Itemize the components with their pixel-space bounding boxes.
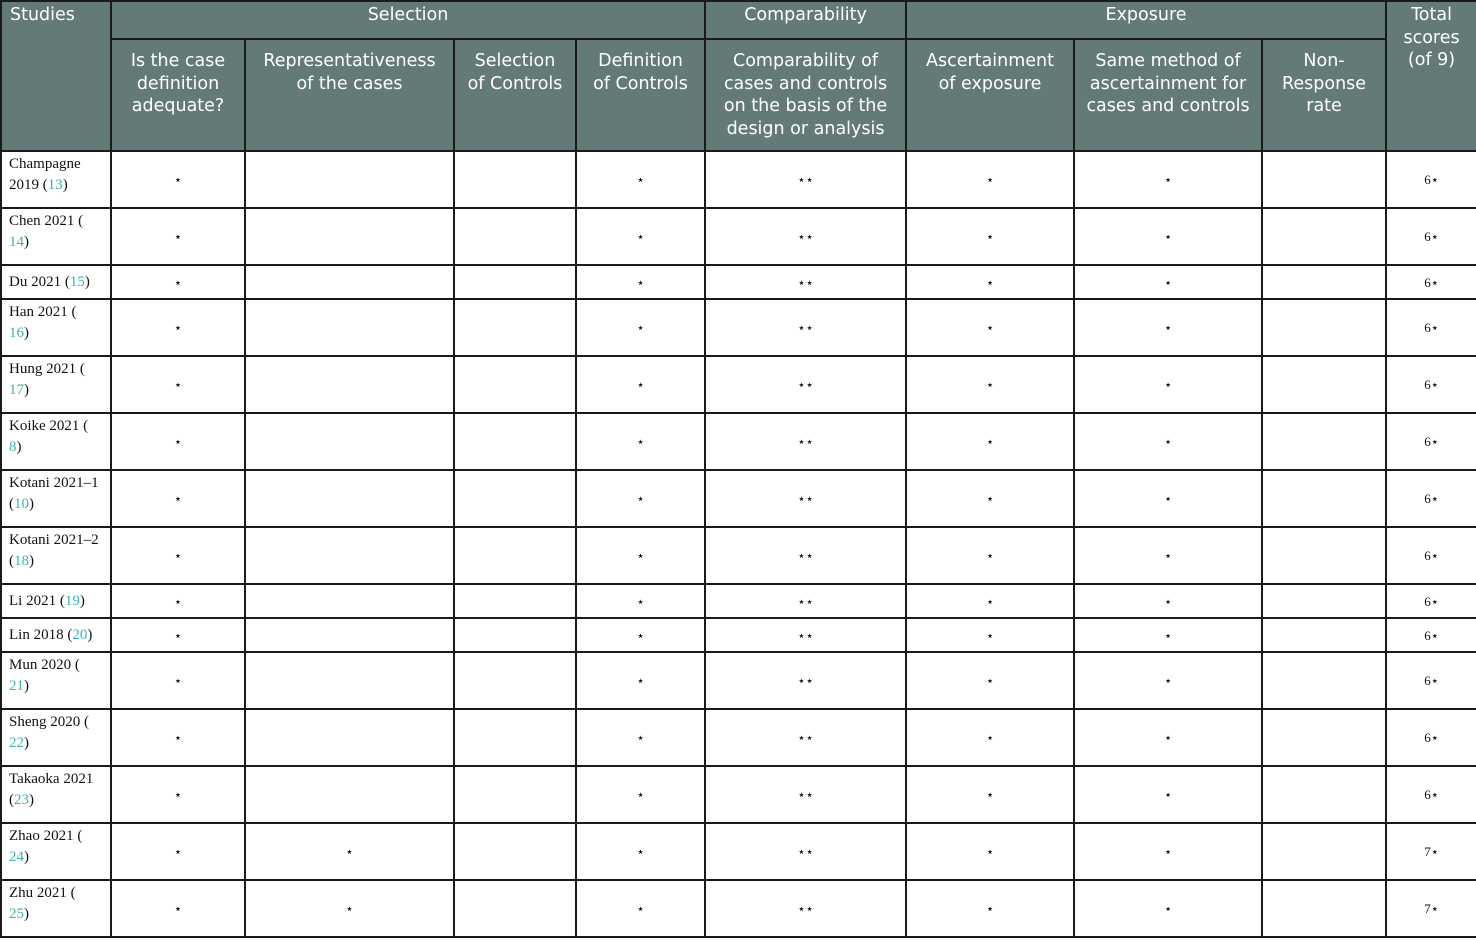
table-row (1, 527, 1476, 584)
study-name: Zhao 2021 ( (9, 828, 83, 844)
study-name-close: ) (24, 906, 29, 922)
study-name: Champagne 2019 ( (9, 156, 81, 193)
definition-controls-cell: ⋆ (576, 618, 705, 652)
study-cell (1, 618, 111, 652)
definition-controls-cell: ⋆ (576, 413, 705, 470)
ascertainment-cell: ⋆ (906, 584, 1074, 618)
case-definition-cell: ⋆ (111, 208, 245, 265)
ascertainment-cell: ⋆ (906, 356, 1074, 413)
same-method-cell: ⋆ (1074, 880, 1262, 937)
ascertainment-cell: ⋆ (906, 151, 1074, 208)
study-cell (1, 709, 111, 766)
selection-controls-cell (454, 709, 576, 766)
study-name-close: ) (29, 792, 34, 808)
definition-controls-cell: ⋆ (576, 652, 705, 709)
study-cell (1, 265, 111, 299)
header-total-scores-label: Total scores (of 9) (1403, 5, 1460, 70)
representativeness-cell: ⋆ (245, 823, 454, 880)
non-response-cell (1262, 299, 1386, 356)
same-method-cell: ⋆ (1074, 208, 1262, 265)
study-cell (1, 470, 111, 527)
definition-controls-cell: ⋆ (576, 151, 705, 208)
table-row (1, 265, 1476, 299)
total-score-cell: 6⋆ (1386, 652, 1476, 709)
header-representativeness-label: Representativeness of the cases (263, 51, 436, 94)
study-name: Chen 2021 ( (9, 213, 84, 229)
header-case-definition-label: Is the case definition adequate? (130, 51, 226, 116)
total-score-cell: 6⋆ (1386, 265, 1476, 299)
total-score-cell: 6⋆ (1386, 618, 1476, 652)
study-name: Han 2021 ( (9, 304, 77, 320)
header-group-exposure: Exposure (906, 1, 1386, 39)
study-name-close: ) (87, 626, 93, 643)
definition-controls-cell: ⋆ (576, 299, 705, 356)
definition-controls-cell: ⋆ (576, 527, 705, 584)
definition-controls-cell: ⋆ (576, 470, 705, 527)
study-cell (1, 299, 111, 356)
table-row (1, 413, 1476, 470)
selection-controls-cell (454, 470, 576, 527)
selection-controls-cell (454, 652, 576, 709)
representativeness-cell (245, 151, 454, 208)
study-name: Lin 2018 ( (9, 626, 73, 643)
definition-controls-cell: ⋆ (576, 265, 705, 299)
representativeness-cell (245, 766, 454, 823)
selection-controls-cell (454, 265, 576, 299)
header-group-selection: Selection (111, 1, 705, 39)
representativeness-cell (245, 527, 454, 584)
non-response-cell (1262, 413, 1386, 470)
study-cell (1, 208, 111, 265)
case-definition-cell: ⋆ (111, 618, 245, 652)
representativeness-cell (245, 299, 454, 356)
comparability-cell: ⋆⋆ (705, 880, 906, 937)
selection-controls-cell (454, 766, 576, 823)
same-method-cell: ⋆ (1074, 413, 1262, 470)
study-name-close: ) (62, 177, 68, 193)
selection-controls-cell (454, 527, 576, 584)
comparability-cell: ⋆⋆ (705, 652, 906, 709)
total-score-cell: 6⋆ (1386, 208, 1476, 265)
case-definition-cell: ⋆ (111, 265, 245, 299)
ascertainment-cell: ⋆ (906, 823, 1074, 880)
selection-controls-cell (454, 618, 576, 652)
selection-controls-cell (454, 823, 576, 880)
reference-link[interactable]: 8 (9, 439, 17, 455)
study-cell (1, 151, 111, 208)
definition-controls-cell: ⋆ (576, 584, 705, 618)
representativeness-cell (245, 265, 454, 299)
total-score-cell: 6⋆ (1386, 413, 1476, 470)
representativeness-cell (245, 208, 454, 265)
total-score-cell: 7⋆ (1386, 880, 1476, 937)
reference-link[interactable]: 24 (9, 849, 24, 865)
table-body (1, 151, 1476, 937)
reference-link[interactable]: 17 (9, 382, 24, 398)
representativeness-cell (245, 584, 454, 618)
ascertainment-cell: ⋆ (906, 618, 1074, 652)
comparability-cell: ⋆⋆ (705, 413, 906, 470)
same-method-cell: ⋆ (1074, 618, 1262, 652)
same-method-cell: ⋆ (1074, 766, 1262, 823)
case-definition-cell: ⋆ (111, 470, 245, 527)
study-name-close: ) (84, 273, 90, 290)
reference-link[interactable]: 23 (14, 792, 29, 808)
comparability-cell: ⋆⋆ (705, 584, 906, 618)
header-selection-of-controls (454, 39, 576, 151)
study-name-close: ) (24, 382, 29, 398)
study-name: Mun 2020 ( (9, 657, 80, 673)
header-ascertainment (906, 39, 1074, 151)
non-response-cell (1262, 265, 1386, 299)
study-name: Du 2021 ( (9, 273, 70, 290)
representativeness-cell (245, 356, 454, 413)
study-name: Sheng 2020 ( (9, 714, 89, 730)
representativeness-cell (245, 652, 454, 709)
header-group-comparability: Comparability (705, 1, 906, 39)
table-row (1, 709, 1476, 766)
same-method-cell: ⋆ (1074, 652, 1262, 709)
comparability-cell: ⋆⋆ (705, 527, 906, 584)
ascertainment-cell: ⋆ (906, 766, 1074, 823)
table-row (1, 880, 1476, 937)
case-definition-cell: ⋆ (111, 709, 245, 766)
study-name-close: ) (24, 678, 29, 694)
study-name-close: ) (24, 849, 29, 865)
total-score-cell: 6⋆ (1386, 356, 1476, 413)
study-cell (1, 652, 111, 709)
study-name-close: ) (29, 496, 34, 512)
ascertainment-cell: ⋆ (906, 299, 1074, 356)
comparability-cell: ⋆⋆ (705, 151, 906, 208)
non-response-cell (1262, 823, 1386, 880)
ascertainment-cell: ⋆ (906, 880, 1074, 937)
definition-controls-cell: ⋆ (576, 823, 705, 880)
study-name: Li 2021 ( (9, 592, 65, 609)
comparability-cell: ⋆⋆ (705, 208, 906, 265)
total-score-cell: 6⋆ (1386, 584, 1476, 618)
case-definition-cell: ⋆ (111, 823, 245, 880)
selection-controls-cell (454, 356, 576, 413)
same-method-cell: ⋆ (1074, 356, 1262, 413)
non-response-cell (1262, 880, 1386, 937)
total-score-cell: 7⋆ (1386, 823, 1476, 880)
ascertainment-cell: ⋆ (906, 265, 1074, 299)
table-row (1, 584, 1476, 618)
header-case-definition (111, 39, 245, 151)
table-row (1, 470, 1476, 527)
ascertainment-cell: ⋆ (906, 208, 1074, 265)
reference-link[interactable]: 15 (69, 273, 85, 290)
header-ascertainment-label: Ascertainment of exposure (926, 51, 1055, 94)
representativeness-cell (245, 470, 454, 527)
same-method-cell: ⋆ (1074, 584, 1262, 618)
ascertainment-cell: ⋆ (906, 413, 1074, 470)
header-same-method-label: Same method of ascertainment for cases and controls (1086, 51, 1250, 116)
header-definition-of-controls-label: Definition of Controls (593, 51, 688, 94)
table-row (1, 618, 1476, 652)
comparability-cell: ⋆⋆ (705, 618, 906, 652)
ascertainment-cell: ⋆ (906, 652, 1074, 709)
representativeness-cell (245, 618, 454, 652)
comparability-cell: ⋆⋆ (705, 299, 906, 356)
case-definition-cell: ⋆ (111, 151, 245, 208)
definition-controls-cell: ⋆ (576, 356, 705, 413)
study-cell (1, 766, 111, 823)
comparability-cell: ⋆⋆ (705, 356, 906, 413)
table-row (1, 299, 1476, 356)
same-method-cell: ⋆ (1074, 299, 1262, 356)
table-row (1, 766, 1476, 823)
case-definition-cell: ⋆ (111, 584, 245, 618)
reference-link[interactable]: 21 (9, 678, 24, 694)
total-score-cell: 6⋆ (1386, 151, 1476, 208)
study-name: Takaoka 2021 ( (9, 771, 94, 808)
ascertainment-cell: ⋆ (906, 527, 1074, 584)
study-name: Kotani 2021–1 ( (9, 475, 99, 512)
study-name-close: ) (24, 234, 29, 250)
non-response-cell (1262, 151, 1386, 208)
reference-link[interactable]: 10 (14, 496, 29, 512)
selection-controls-cell (454, 584, 576, 618)
definition-controls-cell: ⋆ (576, 880, 705, 937)
same-method-cell: ⋆ (1074, 151, 1262, 208)
non-response-cell (1262, 356, 1386, 413)
study-cell (1, 880, 111, 937)
comparability-cell: ⋆⋆ (705, 709, 906, 766)
study-name-close: ) (24, 735, 29, 751)
non-response-cell (1262, 766, 1386, 823)
same-method-cell: ⋆ (1074, 823, 1262, 880)
header-definition-of-controls (576, 39, 705, 151)
reference-link[interactable]: 20 (72, 626, 88, 643)
same-method-cell: ⋆ (1074, 470, 1262, 527)
reference-link[interactable]: 19 (64, 592, 80, 609)
non-response-cell (1262, 527, 1386, 584)
selection-controls-cell (454, 413, 576, 470)
reference-link[interactable]: 16 (9, 325, 24, 341)
case-definition-cell: ⋆ (111, 880, 245, 937)
study-name: Hung 2021 ( (9, 361, 85, 377)
representativeness-cell: ⋆ (245, 880, 454, 937)
table-row (1, 652, 1476, 709)
case-definition-cell: ⋆ (111, 766, 245, 823)
non-response-cell (1262, 618, 1386, 652)
non-response-cell (1262, 652, 1386, 709)
header-comparability-label: Comparability of cases and controls on the basis of the design or analysis (723, 51, 888, 139)
representativeness-cell (245, 413, 454, 470)
table-row (1, 151, 1476, 208)
comparability-cell: ⋆⋆ (705, 470, 906, 527)
total-score-cell: 6⋆ (1386, 527, 1476, 584)
header-selection-of-controls-label: Selection of Controls (467, 51, 563, 94)
study-cell (1, 823, 111, 880)
case-definition-cell: ⋆ (111, 356, 245, 413)
case-definition-cell: ⋆ (111, 413, 245, 470)
total-score-cell: 6⋆ (1386, 709, 1476, 766)
study-name-close: ) (79, 592, 85, 609)
total-score-cell: 6⋆ (1386, 766, 1476, 823)
total-score-cell: 6⋆ (1386, 470, 1476, 527)
reference-link[interactable]: 13 (47, 177, 63, 193)
study-cell (1, 527, 111, 584)
total-score-cell: 6⋆ (1386, 299, 1476, 356)
table-row (1, 356, 1476, 413)
study-name-close: ) (16, 439, 22, 455)
study-cell (1, 413, 111, 470)
header-same-method (1074, 39, 1262, 151)
study-name-close: ) (24, 325, 29, 341)
definition-controls-cell: ⋆ (576, 766, 705, 823)
same-method-cell: ⋆ (1074, 709, 1262, 766)
table-row (1, 823, 1476, 880)
selection-controls-cell (454, 208, 576, 265)
case-definition-cell: ⋆ (111, 652, 245, 709)
comparability-cell: ⋆⋆ (705, 265, 906, 299)
header-non-response (1262, 39, 1386, 151)
selection-controls-cell (454, 151, 576, 208)
case-definition-cell: ⋆ (111, 527, 245, 584)
comparability-cell: ⋆⋆ (705, 823, 906, 880)
study-name: Kotani 2021–2 ( (9, 532, 99, 569)
header-studies: Studies (1, 1, 111, 151)
study-cell (1, 584, 111, 618)
reference-link[interactable]: 14 (9, 234, 24, 250)
non-response-cell (1262, 709, 1386, 766)
reference-link[interactable]: 18 (14, 553, 29, 569)
case-definition-cell: ⋆ (111, 299, 245, 356)
definition-controls-cell: ⋆ (576, 709, 705, 766)
header-total-scores (1386, 1, 1476, 151)
comparability-cell: ⋆⋆ (705, 766, 906, 823)
header-non-response-label: Non-Response rate (1282, 51, 1367, 116)
reference-link[interactable]: 22 (9, 735, 24, 751)
ascertainment-cell: ⋆ (906, 470, 1074, 527)
non-response-cell (1262, 470, 1386, 527)
same-method-cell: ⋆ (1074, 265, 1262, 299)
study-name-close: ) (29, 553, 34, 569)
header-representativeness (245, 39, 454, 151)
definition-controls-cell: ⋆ (576, 208, 705, 265)
header-comparability (705, 39, 906, 151)
representativeness-cell (245, 709, 454, 766)
selection-controls-cell (454, 880, 576, 937)
study-name: Zhu 2021 ( (9, 885, 76, 901)
study-cell (1, 356, 111, 413)
reference-link[interactable]: 25 (9, 906, 24, 922)
selection-controls-cell (454, 299, 576, 356)
non-response-cell (1262, 584, 1386, 618)
ascertainment-cell: ⋆ (906, 709, 1074, 766)
non-response-cell (1262, 208, 1386, 265)
same-method-cell: ⋆ (1074, 527, 1262, 584)
study-name: Koike 2021 ( (9, 418, 89, 434)
table-row (1, 208, 1476, 265)
